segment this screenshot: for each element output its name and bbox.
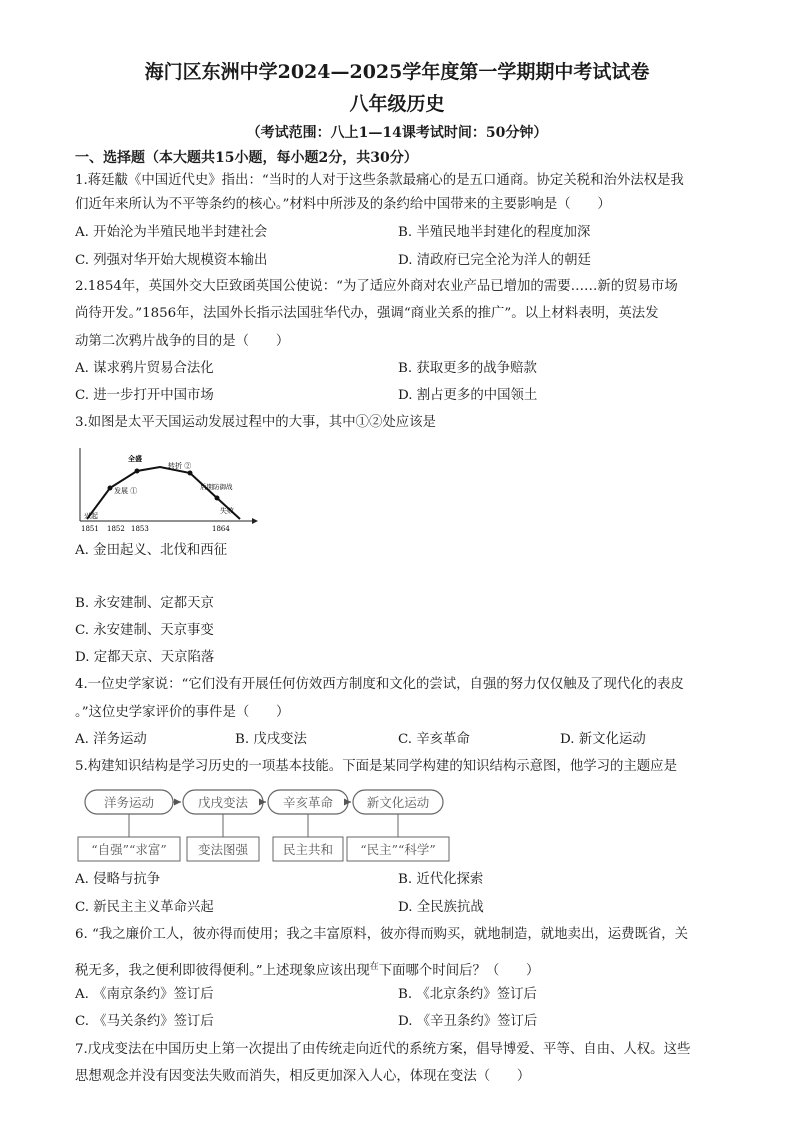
x-axis-arrow — [252, 518, 258, 524]
label-peak: 全盛 — [128, 454, 142, 463]
taiping-timeline-chart — [70, 443, 260, 533]
question-text: 3.如图是太平天国运动发展过程中的大事，其中①②处应该是 — [75, 415, 436, 430]
label-turning: 转折 ② — [168, 462, 192, 470]
option-a: A. 侵略与抗争 — [75, 872, 161, 887]
option-d: D. 《辛丑条约》签订后 — [398, 1014, 538, 1029]
option-c: C. 辛亥革命 — [398, 732, 470, 747]
keyword-label: “民主”“科学” — [360, 842, 436, 857]
point-peak — [135, 469, 140, 474]
event-label: 新文化运动 — [366, 795, 430, 810]
point-late-defense — [215, 496, 220, 501]
tick-year: 1851 — [81, 525, 99, 533]
option-b: B. 半殖民地半封建化的程度加深 — [398, 225, 591, 240]
event-label: 洋务运动 — [103, 795, 155, 810]
option-a: A. 洋务运动 — [75, 732, 147, 747]
exam-scope: （考试范围：八上1—14课考试时间：50分钟） — [246, 125, 548, 141]
question-text: 1.蒋廷黻《中国近代史》指出：“当时的人对于这些条款最痛心的是五口通商。协定关税和治外法权是我 — [75, 173, 684, 188]
question-text: 6. “我之廉价工人，彼亦得而使用；我之丰富原料，彼亦得而购买，就地制造，就地卖出，运费既省，关 — [75, 927, 689, 942]
option-d: D. 全民族抗战 — [398, 900, 484, 915]
label-late-defense: 后期防御战 — [200, 483, 233, 491]
option-b: B. 戊戌变法 — [235, 732, 307, 747]
question-text: 动第二次鸦片战争的目的是（ ） — [75, 334, 290, 349]
tick-year: 1864 — [212, 525, 230, 533]
exam-subtitle: 八年级历史 — [349, 93, 445, 115]
event-label: 戊戌变法 — [197, 795, 249, 810]
section-heading: 一、选择题（本大题共15小题，每小题2分，共30分） — [75, 150, 418, 166]
option-d: D. 定都天京、天京陷落 — [75, 650, 215, 665]
option-c: C. 进一步打开中国市场 — [75, 388, 214, 403]
trend-line — [87, 467, 240, 519]
option-a: A. 开始沦为半殖民地半封建社会 — [75, 225, 268, 240]
question-text — [75, 957, 725, 981]
keyword-label: 民主共和 — [282, 842, 334, 857]
exam-title: 海门区东洲中学2024—2025学年度第一学期期中考试试卷 — [144, 61, 650, 83]
question-text: 5.构建知识结构是学习历史的一项基本技能。下面是某同学构建的知识结构示意图，他学习的主题应是 — [75, 759, 677, 774]
question-text: 。”这位史学家评价的事件是（ ） — [75, 705, 290, 720]
option-b: B. 永安建制、定都天京 — [75, 596, 214, 611]
point-development — [108, 486, 113, 491]
tick-year: 1853 — [131, 525, 149, 533]
option-c: C. 新民主主义革命兴起 — [75, 900, 214, 915]
option-d: D. 新文化运动 — [560, 732, 646, 747]
question-text-part: 下面哪个时间后？（ ） — [378, 963, 540, 979]
option-b: B. 《北京条约》签订后 — [398, 987, 537, 1002]
option-c: C. 永安建制、天京事变 — [75, 623, 214, 638]
keyword-label: “自强”“求富” — [91, 842, 167, 857]
label-rise: 兴起 — [84, 512, 98, 520]
option-a: A. 金田起义、北伐和西征 — [75, 543, 228, 558]
option-d: D. 清政府已完全沦为洋人的朝廷 — [398, 253, 591, 268]
keyword-label: 变法图强 — [197, 842, 249, 857]
option-c: C. 列强对华开始大规模资本输出 — [75, 253, 268, 268]
point-turning — [188, 471, 193, 476]
option-a: A. 《南京条约》签订后 — [75, 987, 214, 1002]
question-text: 尚待开发。”1856年，法国外长指示法国驻华代办，强调“商业关系的推广”。以上材料表明，英法发 — [75, 306, 659, 321]
knowledge-structure-diagram — [75, 785, 455, 865]
label-development: 发展 ① — [114, 487, 138, 495]
option-b: B. 近代化探索 — [398, 872, 484, 887]
question-text-part: 税无多，我之便利即彼得便利。”上述现象应该出现 — [75, 963, 370, 979]
superscript-char: 在 — [369, 962, 379, 972]
option-b: B. 获取更多的战争赔款 — [398, 361, 537, 376]
option-a: A. 谋求鸦片贸易合法化 — [75, 361, 214, 376]
question-text: 思想观念并没有因变法失败而消失，相反更加深入人心，体现在变法（ ） — [75, 1069, 531, 1084]
tick-year: 1852 — [107, 525, 125, 533]
question-text: 4.一位史学家说：“它们没有开展任何仿效西方制度和文化的尝试，自强的努力仅仅触及了现代化的表皮 — [75, 677, 684, 692]
question-text: 2.1854年，英国外交大臣致函英国公使说：“为了适应外商对农业产品已增加的需要……新的贸易市场 — [75, 279, 678, 294]
option-d: D. 割占更多的中国领土 — [398, 388, 538, 403]
question-text: 7.戊戌变法在中国历史上第一次提出了由传统走向近代的系统方案，倡导博爱、平等、自由、人权。这些 — [75, 1042, 691, 1057]
option-c: C. 《马关条约》签订后 — [75, 1014, 214, 1029]
event-label: 辛亥革命 — [282, 795, 334, 810]
label-failure: 失败 — [220, 507, 234, 515]
question-text: 们近年来所认为不平等条约的核心。”材料中所涉及的条约给中国带来的主要影响是（ ） — [75, 197, 611, 212]
